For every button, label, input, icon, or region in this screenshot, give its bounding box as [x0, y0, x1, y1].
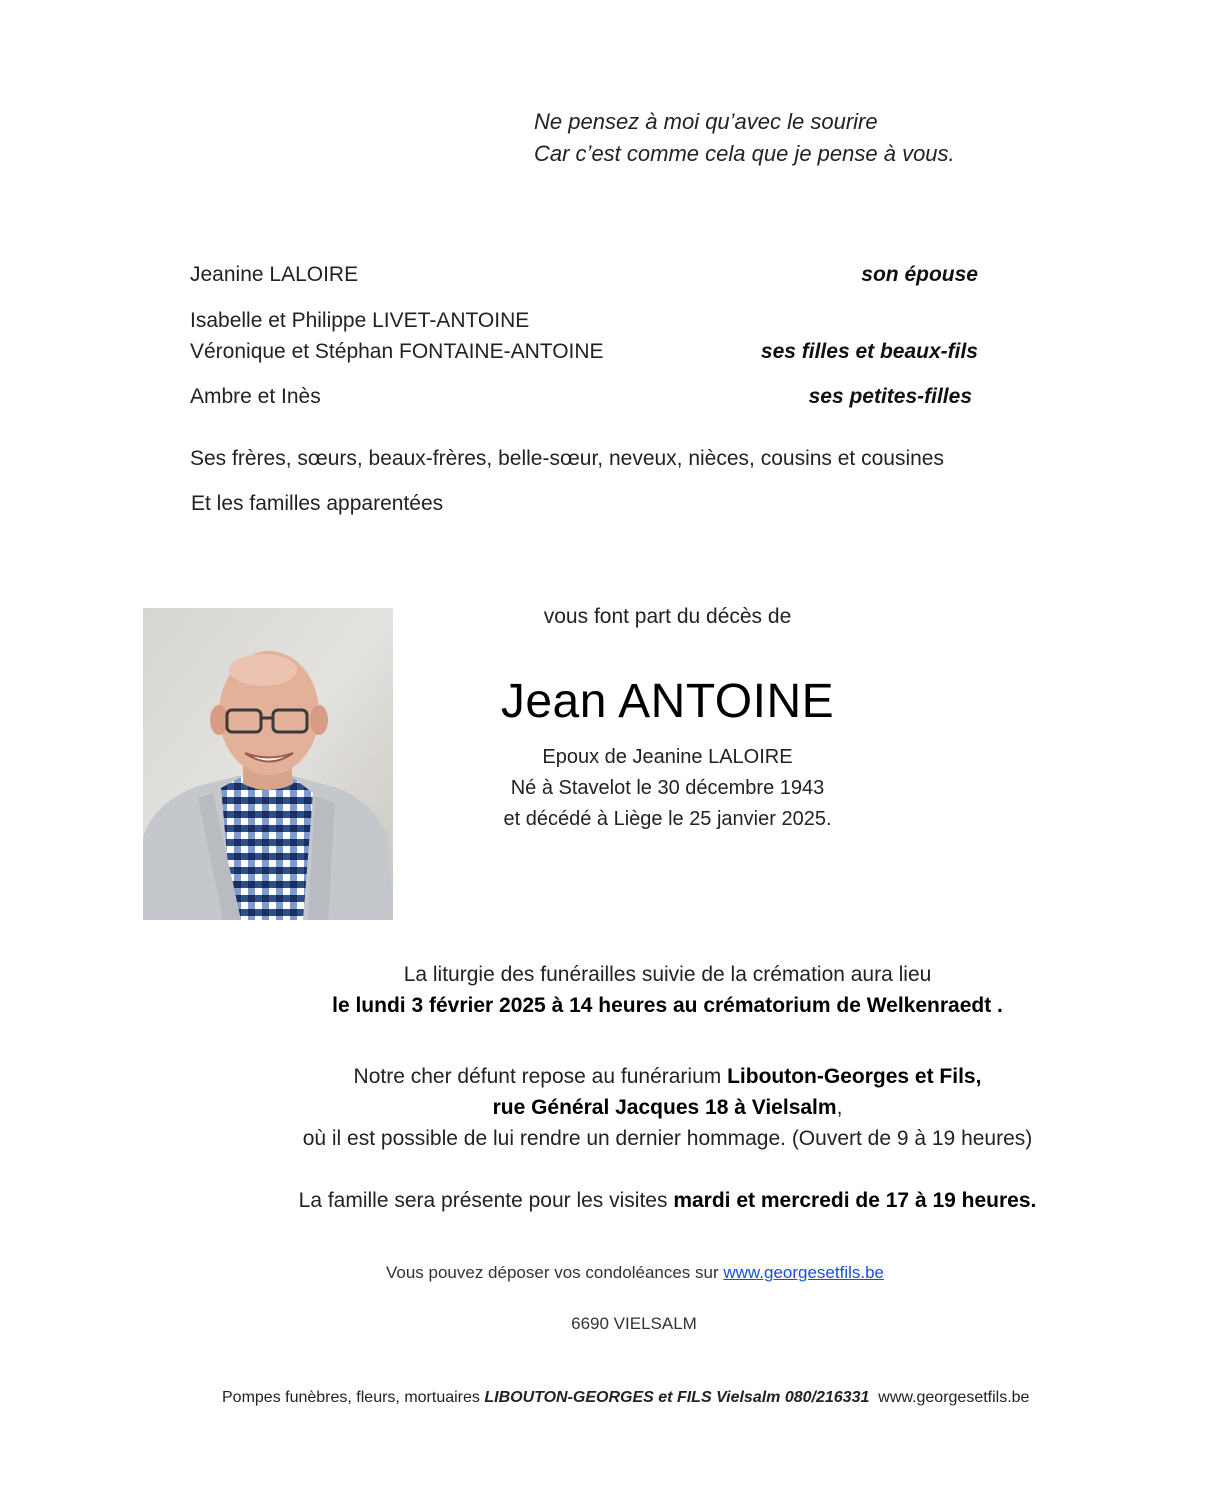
footer-prefix: Pompes funèbres, fleurs, mortuaires [222, 1389, 485, 1406]
related-families-line: Et les familles apparentées [191, 492, 444, 515]
footer-line [222, 1389, 1029, 1407]
liturgy-date: le lundi 3 février 2025 à 14 heures au crématorium de Welkenraedt . [332, 994, 1003, 1017]
death-line: et décédé à Liège le 25 janvier 2025. [503, 808, 832, 830]
birth-line: Né à Stavelot le 30 décembre 1943 [510, 777, 825, 799]
visits-prefix: La famille sera présente pour les visites [298, 1189, 674, 1212]
visits-line [200, 1185, 1135, 1216]
postal-code: 6690 VIELSALM [571, 1314, 697, 1333]
daughter-2-name: Véronique et Stéphan FONTAINE-ANTOINE [190, 340, 604, 363]
daughter-1-name: Isabelle et Philippe LIVET-ANTOINE [190, 309, 530, 332]
granddaughters-relation: ses petites-filles [808, 385, 972, 408]
funerarium-place: Libouton-Georges et Fils, [727, 1065, 982, 1088]
tribute-line: où il est possible de lui rendre un dernier hommage. (Ouvert de 9 à 19 heures) [302, 1127, 1033, 1150]
condolences-text: Vous pouvez déposer vos condoléances sur [385, 1263, 724, 1282]
spouse-name: Jeanine LALOIRE [190, 263, 359, 286]
siblings-line: Ses frères, sœurs, beaux-frères, belle-sœur, neveux, nièces, cousins et cousines [190, 447, 944, 470]
visits-times: mardi et mercredi de 17 à 19 heures. [673, 1189, 1037, 1212]
granddaughters-name: Ambre et Inès [190, 385, 321, 408]
deceased-details [400, 742, 935, 835]
footer-website[interactable]: www.georgesetfils.be [878, 1389, 1030, 1406]
funerarium-address-suffix: , [836, 1096, 843, 1119]
funeral-details [200, 959, 1135, 1021]
condolences-line [0, 1263, 1215, 1283]
portrait-photo [143, 608, 393, 920]
daughters-relation: ses filles et beaux-fils [760, 340, 978, 363]
funerarium-prefix: Notre cher défunt repose au funérarium [353, 1065, 728, 1088]
footer-company: LIBOUTON-GEORGES et FILS Vielsalm 080/216331 [484, 1389, 870, 1406]
liturgy-line: La liturgie des funérailles suivie de la crémation aura lieu [403, 963, 932, 986]
funerarium-details [200, 1061, 1135, 1154]
funerarium-address-line [200, 1092, 1135, 1123]
spouse-relation: son épouse [861, 263, 978, 286]
condolences-link[interactable]: www.georgesetfils.be [723, 1263, 885, 1282]
spouse-of-line: Epoux de Jeanine LALOIRE [542, 746, 793, 768]
announcement-intro: vous font part du décès de [543, 605, 792, 628]
quote-line-2: Car c’est comme cela que je pense à vous. [534, 141, 955, 166]
liturgy-date-line [200, 990, 1135, 1021]
deceased-name: Jean ANTOINE [500, 675, 835, 728]
opening-quote [534, 106, 955, 170]
funerarium-line [200, 1061, 1135, 1092]
funerarium-address: rue Général Jacques 18 à Vielsalm [492, 1096, 837, 1119]
quote-line-1: Ne pensez à moi qu’avec le sourire [534, 109, 878, 134]
